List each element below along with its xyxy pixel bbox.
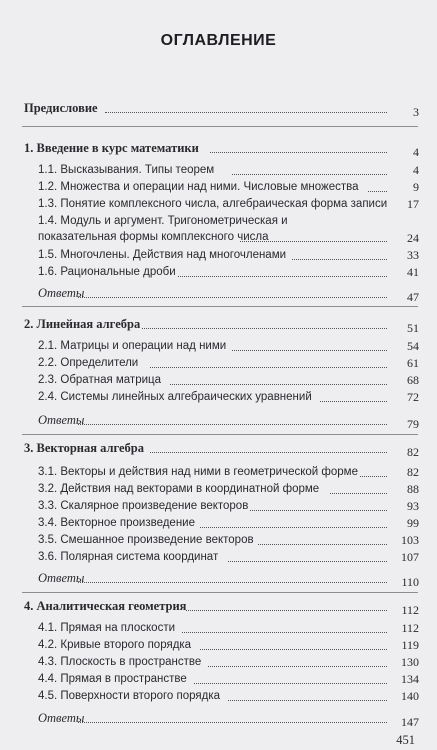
dot-leader	[194, 683, 387, 684]
toc-page-number: 134	[401, 672, 419, 686]
toc-section-entry[interactable]	[0, 549, 437, 566]
toc-entry-title: 2.3. Обратная матрица	[38, 374, 162, 386]
toc-entry-title: 2.1. Матрицы и операции над ними	[38, 340, 227, 352]
toc-entry-title: 3.5. Смешанное произведение векторов	[38, 534, 254, 546]
dot-leader	[178, 276, 387, 277]
toc-page-number: 99	[407, 516, 419, 530]
toc-page-number: 24	[407, 231, 419, 245]
toc-entry-title: 1.4. Модуль и аргумент. Тригонометрическая и показательная формы комплексного числа	[38, 215, 288, 243]
toc-entry-title: 1.1. Высказывания. Типы теорем	[38, 164, 215, 176]
toc-entry-title: 3.6. Полярная система координат	[38, 551, 219, 563]
toc-entry-title: Ответы	[38, 286, 85, 300]
dot-leader	[240, 241, 387, 242]
toc-page-number: 82	[407, 445, 419, 459]
section-divider	[22, 434, 418, 435]
toc-page-number: 33	[407, 248, 419, 262]
toc-entry-title: 3.4. Векторное произведение	[38, 517, 195, 529]
toc-section-entry[interactable]	[0, 179, 437, 196]
toc-page-number: 41	[407, 265, 419, 279]
toc-entry-title: 3.3. Скалярное произведение векторов	[38, 500, 249, 512]
toc-entry-title: 1. Введение в курс математики	[24, 141, 199, 155]
toc-chapter-entry[interactable]	[0, 598, 437, 615]
toc-entry-title: 1.2. Множества и операции над ними. Числовые множества	[38, 181, 359, 193]
dot-leader	[232, 350, 387, 351]
toc-page-number: 147	[401, 715, 419, 729]
toc-page-number: 17	[407, 197, 419, 211]
dot-leader	[150, 367, 387, 368]
toc-section-entry[interactable]	[0, 389, 437, 406]
toc-section-entry[interactable]	[0, 620, 437, 637]
dot-leader	[292, 259, 387, 260]
dot-leader	[320, 401, 387, 402]
dot-leader	[78, 722, 387, 723]
toc-section-entry[interactable]	[0, 338, 437, 355]
toc-page-number: 140	[401, 689, 419, 703]
toc-section-entry[interactable]	[0, 264, 437, 281]
toc-answers-entry[interactable]	[0, 710, 437, 727]
toc-answers-entry[interactable]	[0, 570, 437, 587]
section-divider	[22, 126, 418, 127]
dot-leader	[105, 112, 387, 113]
toc-section-entry[interactable]	[0, 162, 437, 179]
dot-leader	[78, 424, 387, 425]
toc-chapter-entry[interactable]	[0, 140, 437, 157]
toc-page-number: 130	[401, 655, 419, 669]
dot-leader	[250, 510, 387, 511]
toc-section-entry[interactable]	[0, 532, 437, 549]
toc-entry-title: 1.3. Понятие комплексного числа, алгебраическая форма записи	[38, 198, 388, 210]
toc-page-number: 68	[407, 373, 419, 387]
dot-leader	[258, 544, 387, 545]
toc-page-number: 110	[401, 575, 419, 589]
toc-entry-title: 2.4. Системы линейных алгебраических уравнений	[38, 391, 312, 403]
toc-page-number: 51	[407, 321, 419, 335]
toc-section-entry[interactable]	[0, 498, 437, 515]
toc-entry-title: 4.1. Прямая на плоскости	[38, 622, 176, 634]
dot-leader	[228, 700, 387, 701]
toc-page-number: 47	[407, 290, 419, 304]
toc-page-number: 79	[407, 417, 419, 431]
dot-leader	[200, 649, 387, 650]
toc-section-entry[interactable]	[0, 213, 437, 247]
toc-section-entry[interactable]	[0, 481, 437, 498]
toc-answers-entry[interactable]	[0, 285, 437, 302]
toc-entry-title: Ответы	[38, 413, 85, 427]
toc-section-entry[interactable]	[0, 671, 437, 688]
toc-entry-title: 3.1. Векторы и действия над ними в геометрической форме	[38, 466, 358, 478]
toc-section-entry[interactable]	[0, 355, 437, 372]
toc-page-number: 4	[413, 145, 419, 159]
toc-entry-title: 4.3. Плоскость в пространстве	[38, 656, 202, 668]
toc-entry-title: Ответы	[38, 711, 85, 725]
toc-page-number: 4	[413, 163, 419, 177]
dot-leader	[210, 152, 387, 153]
toc-page-number: 107	[401, 550, 419, 564]
toc-entry-title: 4.5. Поверхности второго порядка	[38, 690, 221, 702]
section-divider	[22, 306, 418, 307]
toc-page-number: 103	[401, 533, 419, 547]
toc-page-number: 112	[401, 621, 419, 635]
toc-entry-title: 3.2. Действия над векторами в координатной форме	[38, 483, 320, 495]
section-divider	[22, 592, 418, 593]
dot-leader	[232, 174, 387, 175]
toc-entry-title: 4.2. Кривые второго порядка	[38, 639, 192, 651]
toc-entry-title: Предисловие	[24, 101, 98, 115]
toc-section-entry[interactable]	[0, 372, 437, 389]
toc-page-number: 54	[407, 339, 419, 353]
toc-page-number: 9	[413, 180, 419, 194]
toc-section-entry[interactable]	[0, 196, 437, 213]
toc-entry-title: Ответы	[38, 571, 85, 585]
dot-leader	[78, 582, 387, 583]
toc-entry-title: 2.2. Определители	[38, 357, 139, 369]
toc-section-entry[interactable]	[0, 637, 437, 654]
toc-page-number: 112	[401, 603, 419, 617]
toc-section-entry[interactable]	[0, 654, 437, 671]
toc-chapter-entry[interactable]	[0, 316, 437, 333]
dot-leader	[182, 632, 387, 633]
page-number: 451	[396, 733, 415, 747]
dot-leader	[200, 527, 387, 528]
toc-entry-title: 4.4. Прямая в пространстве	[38, 673, 187, 685]
toc-page-number: 3	[413, 105, 419, 119]
toc-page-number: 72	[407, 390, 419, 404]
toc-answers-entry[interactable]	[0, 412, 437, 429]
toc-entry-title: 2. Линейная алгебра	[24, 317, 141, 331]
toc-section-entry[interactable]	[0, 688, 437, 705]
toc-page-number: 119	[401, 638, 419, 652]
toc-section-entry[interactable]	[0, 515, 437, 532]
dot-leader	[228, 561, 387, 562]
dot-leader	[170, 384, 387, 385]
toc-entry-title: 1.6. Рациональные дроби	[38, 266, 176, 278]
dot-leader	[186, 610, 387, 611]
toc-section-entry[interactable]	[0, 464, 437, 481]
toc-page-number: 82	[407, 465, 419, 479]
toc-page-number: 93	[407, 499, 419, 513]
toc-entry-title: 1.5. Многочлены. Действия над многочленами	[38, 249, 287, 261]
toc-page-number: 61	[407, 356, 419, 370]
dot-leader	[142, 328, 387, 329]
toc-section-entry[interactable]	[0, 247, 437, 264]
dot-leader	[78, 297, 387, 298]
dot-leader	[208, 666, 387, 667]
toc-chapter-entry[interactable]	[0, 440, 437, 457]
toc-entry-title: 4. Аналитическая геометрия	[24, 599, 187, 613]
page-title: ОГЛАВЛЕНИЕ	[160, 32, 277, 49]
toc-entry-title: 3. Векторная алгебра	[24, 441, 144, 455]
toc-page-number: 88	[407, 482, 419, 496]
toc-chapter-entry[interactable]	[0, 100, 437, 117]
dot-leader	[150, 452, 387, 453]
